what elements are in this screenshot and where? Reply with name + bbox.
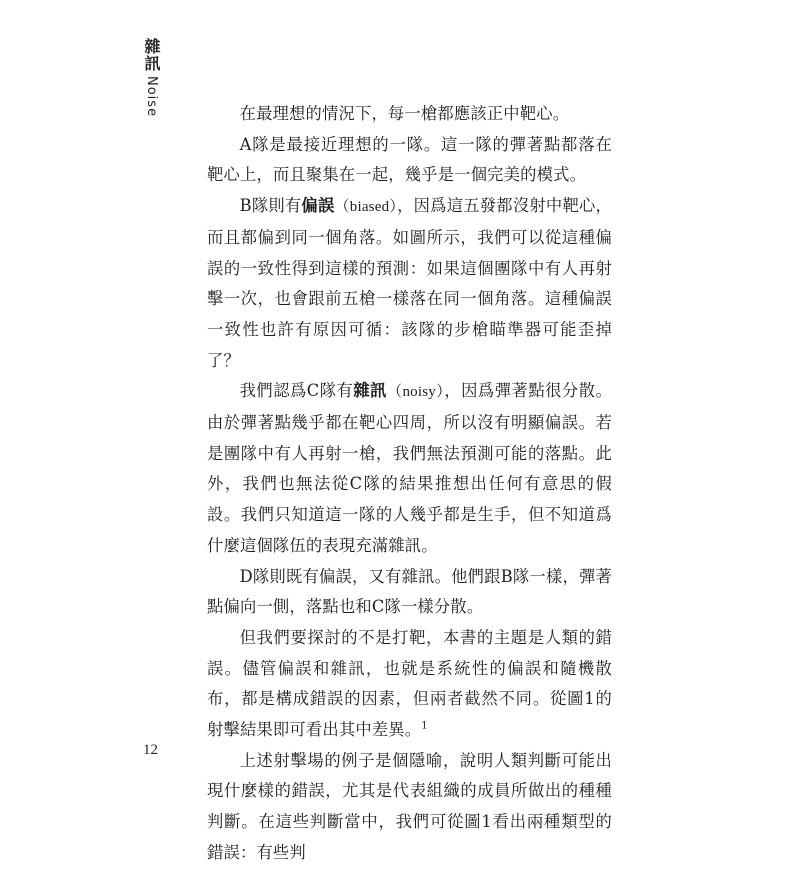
paragraph-team-b-rest: ，因爲這五發都沒射中靶心，而且都偏到同一個角落。如圖所示，我們可以從這種偏誤的一致性得到這樣的預測：如果這個團隊中有人再射擊一次，也會跟前五槍一樣落在同一個角落。這種偏誤一致性也許有原因可循：該隊的步槍瞄準器可能歪掉了？ xyxy=(207,196,613,370)
term-bias: 偏誤 xyxy=(301,196,335,216)
paragraph-human-error xyxy=(207,623,612,746)
paragraph-human-error-text: 但我們要探討的不是打靶，本書的主題是人類的錯誤。儘管偏誤和雜訊，也就是系統性的偏誤和隨機散布，都是構成錯誤的因素，但兩者截然不同。從圖1的射擊結果即可看出其中差異。 xyxy=(207,627,612,740)
paragraph-team-b xyxy=(207,191,612,376)
term-noise-english: （noisy） xyxy=(386,384,445,401)
paragraph-ideal: 在最理想的情況下，每一槍都應該正中靶心。 xyxy=(239,104,570,123)
running-head-chinese: 雜訊 xyxy=(142,38,161,72)
page-number: 12 xyxy=(143,742,158,758)
paragraph-team-c-rest: ，因爲彈著點很分散。由於彈著點幾乎都在靶心四周，所以沒有明顯偏誤。若是團隊中有人再射一槍，我們無法預測可能的落點。此外，我們也無法從C隊的結果推想出任何有意思的假設。我們只知道這一隊的人幾乎都是生手，但不知道爲什麼這個隊伍的表現充滿雜訊。 xyxy=(207,381,612,555)
term-noise: 雜訊 xyxy=(353,381,387,401)
paragraph-team-c xyxy=(207,376,612,561)
paragraph-team-a: A隊是最接近理想的一隊。這一隊的彈著點都落在靶心上，而且聚集在一起，幾乎是一個完美的模式。 xyxy=(207,134,612,185)
paragraph-team-c-lead: 我們認爲C隊有 xyxy=(239,381,354,401)
running-head-english: Noise xyxy=(144,76,159,118)
footnote-marker[interactable]: 1 xyxy=(421,720,428,732)
paragraph-team-d: D隊則既有偏誤，又有雜訊。他們跟B隊一樣，彈著點偏向一側，落點也和C隊一樣分散。 xyxy=(207,566,612,617)
body-text xyxy=(207,99,612,869)
running-head xyxy=(141,38,163,117)
paragraph-metaphor: 上述射擊場的例子是個隱喻，說明人類判斷可能出現什麼樣的錯誤，尤其是代表組織的成員所做出的種種判斷。在這些判斷當中，我們可從圖1看出兩種類型的錯誤：有些判 xyxy=(207,750,612,862)
term-bias-english: （biased） xyxy=(334,199,398,216)
paragraph-team-b-lead: B隊則有 xyxy=(239,196,302,216)
